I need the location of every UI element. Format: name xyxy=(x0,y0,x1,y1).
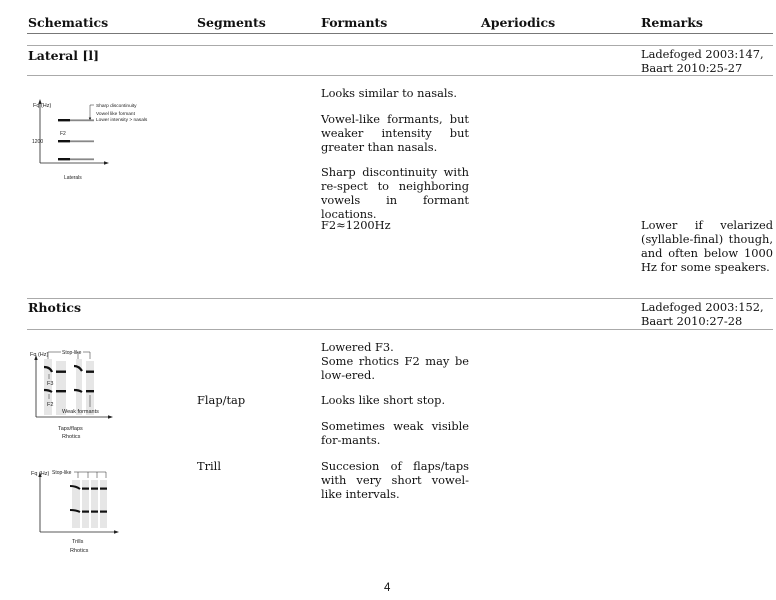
lateral-sharp-label: Sharp discontinuity xyxy=(96,104,137,109)
taps-caption-1: Taps/flaps xyxy=(58,426,83,432)
lateral-axis-label: Fq (Hz) xyxy=(33,103,52,109)
page-number: 4 xyxy=(384,582,391,594)
lateral-diagram xyxy=(28,95,168,189)
lateral-top-rule xyxy=(27,45,773,46)
trills-caption-1: Trills xyxy=(72,539,84,545)
header-segments: Segments xyxy=(197,15,266,30)
header-rule xyxy=(27,33,773,34)
trill-formant-1: Succesion of flaps/taps with very short vowel-like intervals. xyxy=(321,459,469,501)
lateral-1200-label: 1200 xyxy=(32,139,44,145)
taps-weak-label: Weak formants xyxy=(62,409,99,415)
flap-segment: Flap/tap xyxy=(197,393,246,407)
lateral-vowel-like-label: Vowel like formant xyxy=(96,112,135,117)
lateral-formant-1: Looks similar to nasals. xyxy=(321,86,458,100)
taps-f2-label: F2 xyxy=(47,402,54,408)
taps-schematic xyxy=(28,345,168,445)
lateral-lower-intensity-label: Lower intensity > nasals xyxy=(96,118,148,123)
lateral-title: Lateral [l] xyxy=(28,48,99,63)
header-schematics: Schematics xyxy=(28,15,109,30)
rhotics-title: Rhotics xyxy=(28,300,81,315)
rhotics-formant-1a: Lowered F3. xyxy=(321,340,394,354)
trills-caption-2: Rhotics xyxy=(70,548,89,554)
trill-segment: Trill xyxy=(197,459,221,473)
rhotics-top-rule xyxy=(27,298,773,299)
trills-stop-like-label: Stop-like xyxy=(52,470,72,476)
header-remarks: Remarks xyxy=(641,15,703,30)
lateral-bottom-rule xyxy=(27,75,773,76)
trills-axis-label: Fq (Hz) xyxy=(31,471,50,477)
flap-formant-2: Sometimes weak visible for-mants. xyxy=(321,419,469,447)
rhotics-remarks-ref: Ladefoged 2003:152, Baart 2010:27-28 xyxy=(641,300,764,328)
rhotics-bottom-rule xyxy=(27,329,773,330)
flap-formant-1: Looks like short stop. xyxy=(321,393,446,407)
taps-axis-label: Fq (Hz) xyxy=(30,352,49,358)
lateral-schematic xyxy=(28,95,168,185)
header-aperiodics: Aperiodics xyxy=(481,15,556,30)
taps-stop-like-label: Stop-like xyxy=(62,350,82,356)
lateral-remarks-ref: Ladefoged 2003:147, Baart 2010:25-27 xyxy=(641,47,764,75)
taps-caption-2: Rhotics xyxy=(62,434,81,440)
lateral-f2-label: F2 xyxy=(60,131,66,137)
lateral-formant-3: Sharp discontinuity with re-spect to neighboring vowels in formant locations. xyxy=(321,165,469,221)
taps-diagram xyxy=(28,345,168,449)
lateral-formant-4: F2≈1200Hz xyxy=(321,218,391,232)
header-formants: Formants xyxy=(321,15,388,30)
trills-schematic xyxy=(28,466,168,566)
lateral-remark-velarized: Lower if velarized (syllable-final) though, and often below 1000 Hz for some speakers. xyxy=(641,218,773,274)
trills-diagram xyxy=(28,466,168,570)
lateral-caption: Laterals xyxy=(64,175,82,181)
lateral-formant-2: Vowel-like formants, but weaker intensity but greater than nasals. xyxy=(321,112,469,154)
taps-f3-label: F3 xyxy=(47,381,54,387)
rhotics-formant-1b: Some rhotics F2 may be low-ered. xyxy=(321,354,469,382)
